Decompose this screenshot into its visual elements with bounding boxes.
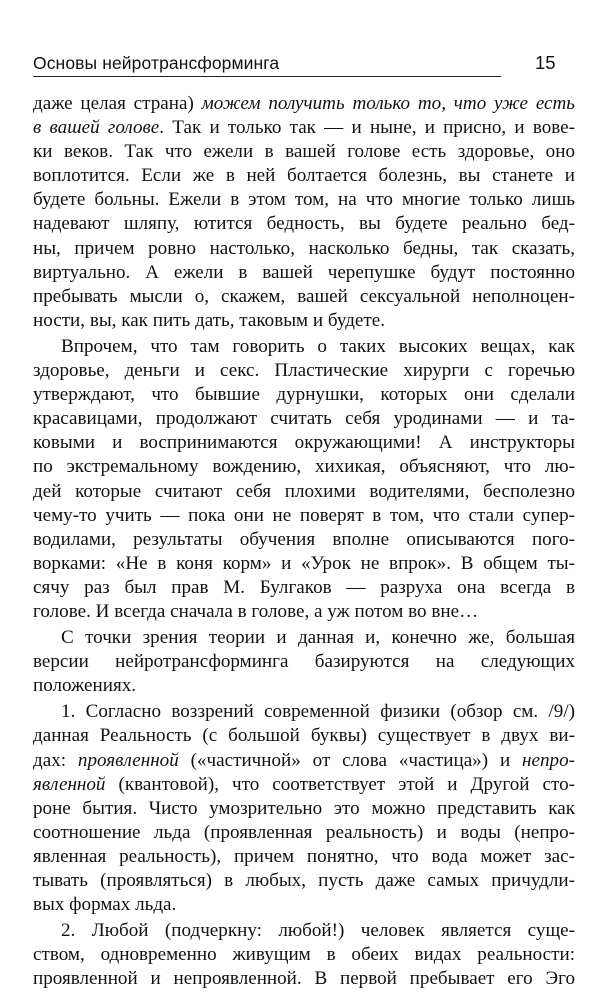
paragraph [33, 92, 575, 333]
text-line [33, 749, 575, 773]
text-run: соотношение льда (проявленная реальность) и воды (непро- [33, 821, 575, 843]
text-run: водилами, результаты обучения вполне описываются пого- [33, 528, 575, 550]
text-line [33, 576, 575, 600]
text-line [33, 773, 575, 797]
text-run: сячу раз был прав М. Булгаков — разруха она всегда в [33, 576, 575, 598]
text-run: даже целая страна) [33, 93, 202, 114]
text-line [33, 724, 575, 748]
paragraph [33, 700, 575, 917]
text-run: роне бытия. Чисто умозрительно это можно представить как [33, 797, 575, 819]
text-run: данная Реальность (с большой буквы) существует в двух ви- [33, 725, 575, 747]
running-title: Основы нейротрансформинга [33, 53, 280, 73]
text-run: . Так и только так — и ныне, и присно, и вове- [159, 117, 575, 139]
text-run: здоровье, деньги и секс. Пластические хирурги с горечью [33, 360, 575, 382]
text-line [33, 700, 575, 724]
text-line [33, 845, 575, 869]
page-number: 15 [535, 52, 556, 73]
text-line [33, 650, 575, 674]
text-run: 1. Согласно воззрений современной физики (обзор см. /9/) [61, 701, 575, 723]
text-line [33, 407, 575, 431]
text-line [33, 552, 575, 576]
text-run: ности, вы, как пить дать, таковым и будете. [33, 309, 385, 331]
text-line [33, 261, 575, 285]
italic-run: непро- [522, 749, 575, 771]
text-line [33, 919, 575, 943]
text-run: чему-то учить — пока они не поверят в том, что стали супер- [33, 504, 575, 526]
text-run: С точки зрения теории и данная и, конечно же, большая [61, 627, 575, 649]
text-line [33, 188, 575, 212]
text-line [33, 285, 575, 309]
text-line [33, 967, 575, 991]
text-line [33, 528, 575, 552]
text-run: воплотится. Если же в ней болтается болезнь, вы станете и [33, 165, 575, 187]
text-run: дах: [33, 749, 78, 771]
text-line [33, 480, 575, 504]
text-line [33, 893, 575, 917]
text-line [33, 92, 575, 116]
text-line [33, 797, 575, 821]
text-run: положениях. [33, 675, 137, 697]
text-run: (квантовой), что соответствует этой и Другой сто- [105, 773, 575, 795]
italic-run: в вашей голове [33, 117, 160, 139]
body-text [33, 92, 575, 993]
paragraph [33, 626, 575, 698]
text-line [33, 212, 575, 236]
text-line [33, 237, 575, 261]
text-run: версии нейротрансформинга базируются на следующих [33, 651, 575, 673]
running-header [33, 52, 501, 77]
text-line [33, 626, 575, 650]
italic-run: явленной [33, 773, 106, 795]
text-line [33, 821, 575, 845]
text-line [33, 431, 575, 455]
text-run: по экстремальному вождению, хихикая, объясняют, что лю- [33, 456, 575, 478]
text-run: явленная реальность), причем понятно, что вода может зас- [33, 845, 575, 867]
text-line [33, 335, 575, 359]
text-run: ки веков. Так что ежели в вашей голове есть здоровье, оно [33, 141, 575, 163]
text-run: ством, одновременно живущим в обеих видах реальности: [33, 944, 575, 966]
text-run: утверждают, что бывшие дурнушки, которых они сделали [33, 384, 575, 406]
paragraph [33, 919, 575, 991]
text-run: ны, причем ровно настолько, насколько бедны, так сказать, [33, 237, 575, 259]
text-run: проявленной и непроявленной. В первой пребывает его Эго [33, 968, 575, 990]
text-run: вых формах льда. [33, 894, 177, 916]
text-run: надевают шляпу, ютится бедность, вы будете реально бед- [33, 213, 575, 235]
text-line [33, 383, 575, 407]
text-line [33, 943, 575, 967]
italic-run: проявленной [77, 749, 179, 771]
paragraph [33, 335, 575, 624]
text-run: 2. Любой (подчеркну: любой!) человек является суще- [61, 920, 575, 942]
text-line [33, 455, 575, 479]
text-run: ковыми и воспринимаются окружающими! А инструкторы [33, 432, 575, 454]
text-line [33, 359, 575, 383]
text-run: ворками: «Не в коня корм» и «Урок не впрок». В общем ты- [33, 552, 575, 574]
text-run: дей которые считают себя плохими водителями, бесполезно [33, 480, 575, 502]
text-line [33, 309, 575, 333]
text-line [33, 674, 575, 698]
text-run: будете больны. Ежели в этом том, на что многие только лишь [33, 189, 575, 211]
text-run: пребывать мысли о, скажем, вашей сексуальной неполноцен- [33, 285, 575, 307]
text-line [33, 140, 575, 164]
text-line [33, 869, 575, 893]
text-line [33, 164, 575, 188]
text-run: Впрочем, что там говорить о таких высоких вещах, как [61, 335, 575, 357]
text-line [33, 116, 575, 140]
italic-run: можем получить только то, что уже есть [201, 93, 575, 114]
text-run: красавицами, продолжают считать себя уродинами — и та- [33, 408, 575, 430]
text-line [33, 504, 575, 528]
text-run: голове. И всегда сначала в голове, а уж потом во вне… [33, 600, 479, 622]
text-run: виртуально. А ежели в вашей черепушке будут постоянно [33, 261, 575, 283]
text-run: («частичной» от слова «частица») и [178, 749, 523, 771]
text-line [33, 600, 575, 624]
text-run: тывать (проявляться) в любых, пусть даже самых причудли- [33, 870, 575, 891]
